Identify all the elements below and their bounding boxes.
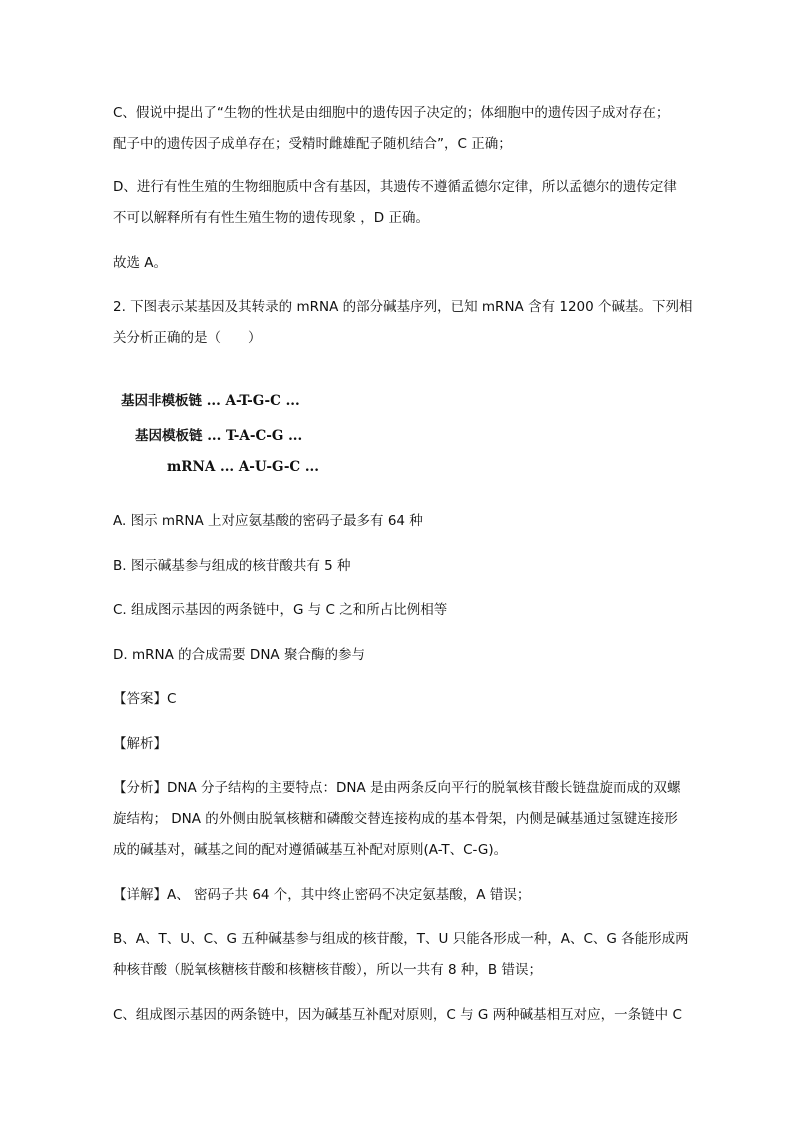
- detail-line-2: B、A、T、U、C、G 五种碱基参与组成的核苷酸，T、U 只能各形成一种，A、C、G 各能形成两: [113, 931, 689, 947]
- option-b: B. 图示碱基参与组成的核苷酸共有 5 种: [113, 558, 351, 574]
- analysis-line-3: 成的碱基对，碱基之间的配对遵循碱基互补配对原则(A-T、C-G)。: [113, 842, 508, 858]
- option-d-explanation-line-1: D、进行有性生殖的生物细胞质中含有基因，其遗传不遵循孟德尔定律，所以孟德尔的遗传定律: [113, 179, 677, 195]
- option-c: C. 组成图示基因的两条链中，G 与 C 之和所占比例相等: [113, 602, 448, 618]
- detail-line-1: 【详解】A、 密码子共 64 个，其中终止密码不决定氨基酸，A 错误；: [113, 887, 531, 903]
- detail-line-3: 种核苷酸（脱氧核糖核苷酸和核糖核苷酸），所以一共有 8 种，B 错误；: [113, 962, 542, 978]
- answer-line: 【答案】C: [113, 691, 177, 707]
- option-c-explanation-line-1: C、假说中提出了“生物的性状是由细胞中的遗传因子决定的；体细胞中的遗传因子成对存在；: [113, 105, 670, 121]
- detail-line-4: C、组成图示基因的两条链中，因为碱基互补配对原则，C 与 G 两种碱基相互对应，一条链中 C: [113, 1007, 682, 1023]
- analysis-line-2: 旋结构； DNA 的外侧由脱氧核糖和磷酸交替连接构成的基本骨架，内侧是碱基通过氢键连接形: [113, 811, 678, 827]
- option-d-explanation-line-2: 不可以解释所有有性生殖生物的遗传现象 ，D 正确。: [113, 210, 429, 226]
- option-a: A. 图示 mRNA 上对应氨基酸的密码子最多有 64 种: [113, 513, 423, 529]
- question-2-stem-line-1: 2. 下图表示某基因及其转录的 mRNA 的部分碱基序列，已知 mRNA 含有 1200 个碱基。下列相: [113, 299, 693, 315]
- choose-answer: 故选 A。: [113, 255, 168, 271]
- sequence-nontemplate-strand: 基因非模板链 ... A-T-G-C ...: [121, 393, 300, 409]
- sequence-mrna: mRNA ... A-U-G-C ...: [167, 459, 319, 475]
- sequence-template-strand: 基因模板链 ... T-A-C-G ...: [135, 428, 303, 444]
- question-2-stem-line-2: 关分析正确的是（ ）: [113, 330, 262, 346]
- analysis-heading: 【解析】: [113, 736, 167, 752]
- option-d: D. mRNA 的合成需要 DNA 聚合酶的参与: [113, 647, 365, 663]
- option-c-explanation-line-2: 配子中的遗传因子成单存在；受精时雌雄配子随机结合”，C 正确；: [113, 136, 512, 152]
- analysis-line-1: 【分析】DNA 分子结构的主要特点：DNA 是由两条反向平行的脱氧核苷酸长链盘旋而成的双螺: [113, 780, 681, 796]
